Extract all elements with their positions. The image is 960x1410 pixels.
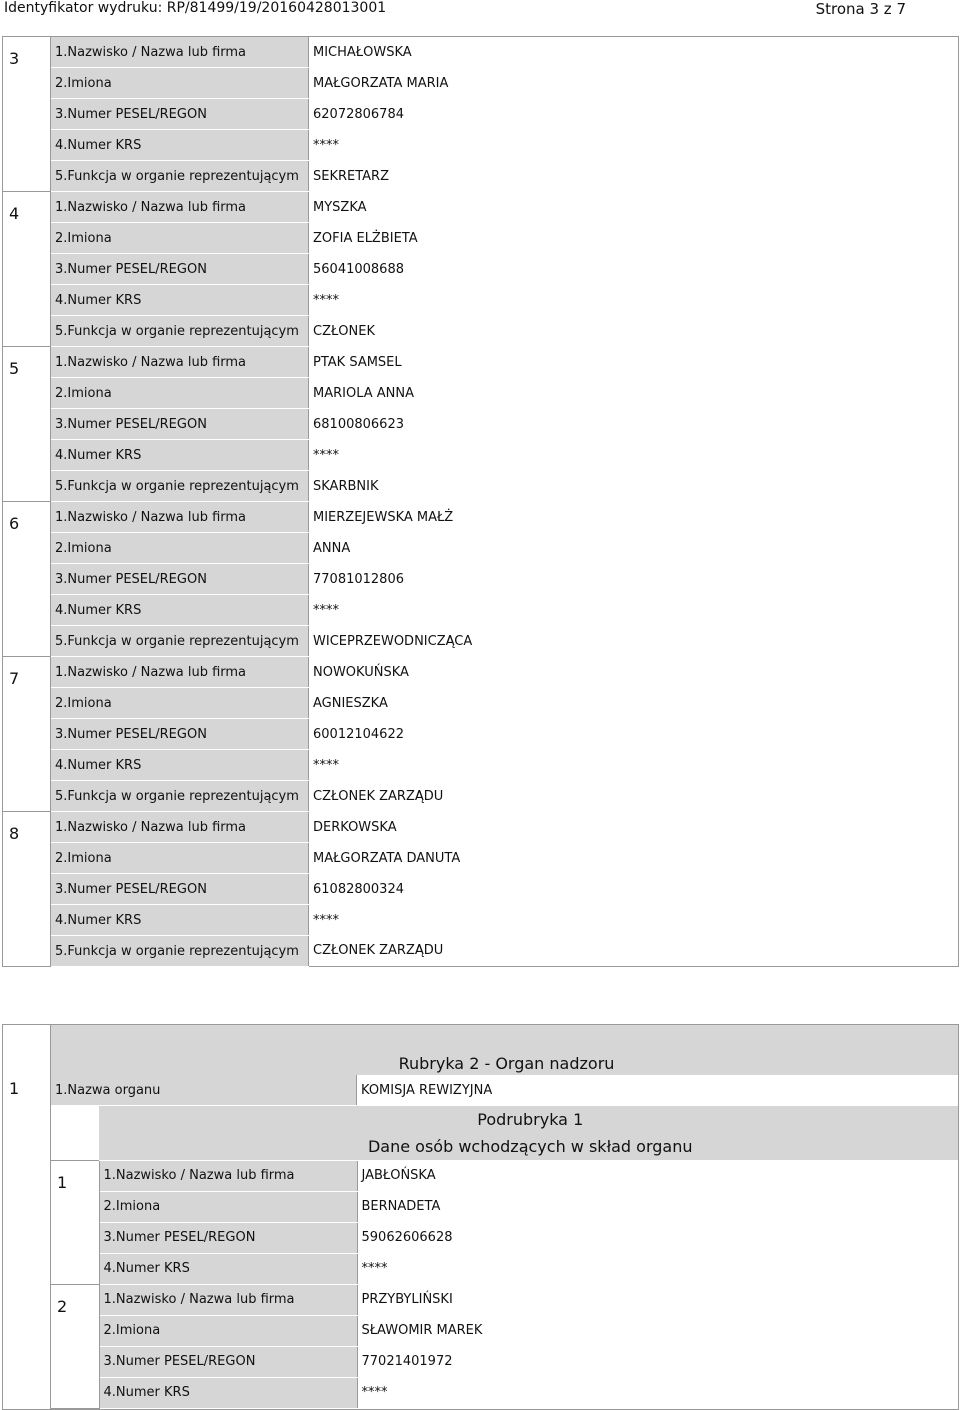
field-value-nazwisko-nazwa-lub-firma: MYSZKA [309,192,959,223]
field-label-funkcja-w-organie-reprezentuj-cym: 5.Funkcja w organie reprezentującym [51,781,309,812]
field-label-imiona: 2.Imiona [51,68,309,99]
member-field-row [3,750,959,781]
field-label-imiona: 2.Imiona [99,1315,357,1346]
member-field-row [3,781,959,812]
member-number: 5 [3,347,51,502]
person-number: 2 [51,1284,99,1408]
field-value-imiona: MARIOLA ANNA [309,378,959,409]
field-label-funkcja-w-organie-reprezentuj-cym: 5.Funkcja w organie reprezentującym [51,316,309,347]
member-field-row [3,68,959,99]
organ-label: 1.Nazwa organu [51,1075,357,1106]
section-row-number: 1 [3,1075,51,1409]
member-field-row [3,688,959,719]
member-field-row [3,874,959,905]
field-label-numer-krs: 4.Numer KRS [51,130,309,161]
field-label-numer-pesel-regon: 3.Numer PESEL/REGON [51,564,309,595]
member-field-row [3,192,959,223]
field-label-nazwisko-nazwa-lub-firma: 1.Nazwisko / Nazwa lub firma [51,37,309,68]
field-value-numer-krs: **** [309,285,959,316]
member-field-row [3,905,959,936]
field-value-nazwisko-nazwa-lub-firma: MICHAŁOWSKA [309,37,959,68]
member-field-row [3,564,959,595]
field-label-numer-pesel-regon: 3.Numer PESEL/REGON [99,1346,357,1377]
member-field-row [3,936,959,967]
field-label-numer-krs: 4.Numer KRS [99,1377,357,1408]
field-label-nazwisko-nazwa-lub-firma: 1.Nazwisko / Nazwa lub firma [51,657,309,688]
member-field-row [3,440,959,471]
section-title: Rubryka 2 - Organ nadzoru [51,1025,959,1076]
field-value-numer-krs: **** [309,130,959,161]
subsection-title-line1: Podrubryka 1 [477,1110,584,1129]
field-label-numer-pesel-regon: 3.Numer PESEL/REGON [99,1222,357,1253]
field-value-numer-pesel-regon: 59062606628 [357,1222,959,1253]
field-value-imiona: SŁAWOMIR MAREK [357,1315,959,1346]
member-field-row [3,161,959,192]
field-value-numer-pesel-regon: 62072806784 [309,99,959,130]
subsection-title-line2: Dane osób wchodzących w skład organu [367,1137,693,1156]
members-table [2,36,959,967]
field-label-numer-pesel-regon: 3.Numer PESEL/REGON [51,409,309,440]
person-field-row [51,1315,959,1346]
member-field-row [3,533,959,564]
member-field-row [3,37,959,68]
person-number: 1 [51,1161,99,1285]
field-label-imiona: 2.Imiona [51,688,309,719]
field-label-numer-krs: 4.Numer KRS [51,595,309,626]
field-label-numer-krs: 4.Numer KRS [51,440,309,471]
field-label-numer-krs: 4.Numer KRS [51,285,309,316]
member-field-row [3,223,959,254]
field-label-imiona: 2.Imiona [51,378,309,409]
member-field-row [3,657,959,688]
field-value-numer-krs: **** [309,440,959,471]
field-label-imiona: 2.Imiona [51,223,309,254]
field-value-nazwisko-nazwa-lub-firma: DERKOWSKA [309,812,959,843]
field-value-imiona: ANNA [309,533,959,564]
field-value-funkcja-w-organie-reprezentuj-cym: SEKRETARZ [309,161,959,192]
field-value-nazwisko-nazwa-lub-firma: NOWOKUŃSKA [309,657,959,688]
field-label-numer-pesel-regon: 3.Numer PESEL/REGON [51,874,309,905]
field-value-numer-pesel-regon: 56041008688 [309,254,959,285]
field-value-imiona: AGNIESZKA [309,688,959,719]
member-field-row [3,378,959,409]
member-field-row [3,812,959,843]
field-label-numer-pesel-regon: 3.Numer PESEL/REGON [51,254,309,285]
person-field-row [51,1346,959,1377]
member-field-row [3,316,959,347]
field-value-nazwisko-nazwa-lub-firma: MIERZEJEWSKA MAŁŻ [309,502,959,533]
member-number: 6 [3,502,51,657]
person-field-row [51,1284,959,1315]
field-label-nazwisko-nazwa-lub-firma: 1.Nazwisko / Nazwa lub firma [51,192,309,223]
persons-table [51,1161,959,1409]
field-label-nazwisko-nazwa-lub-firma: 1.Nazwisko / Nazwa lub firma [99,1161,357,1192]
member-field-row [3,254,959,285]
member-field-row [3,843,959,874]
field-value-nazwisko-nazwa-lub-firma: PRZYBYLIŃSKI [357,1284,959,1315]
member-number: 4 [3,192,51,347]
field-value-funkcja-w-organie-reprezentuj-cym: WICEPRZEWODNICZĄCA [309,626,959,657]
field-label-imiona: 2.Imiona [51,843,309,874]
field-value-funkcja-w-organie-reprezentuj-cym: CZŁONEK ZARZĄDU [309,781,959,812]
page-header [0,0,960,18]
field-value-funkcja-w-organie-reprezentuj-cym: SKARBNIK [309,471,959,502]
field-label-imiona: 2.Imiona [51,533,309,564]
field-value-numer-krs: **** [309,905,959,936]
field-value-numer-pesel-regon: 77021401972 [357,1346,959,1377]
subsection-title [99,1106,959,1161]
field-label-imiona: 2.Imiona [99,1191,357,1222]
member-field-row [3,409,959,440]
field-label-numer-krs: 4.Numer KRS [51,750,309,781]
person-field-row [51,1253,959,1284]
member-field-row [3,502,959,533]
field-label-funkcja-w-organie-reprezentuj-cym: 5.Funkcja w organie reprezentującym [51,626,309,657]
field-value-numer-krs: **** [309,595,959,626]
field-value-imiona: BERNADETA [357,1191,959,1222]
person-field-row [51,1191,959,1222]
field-label-numer-pesel-regon: 3.Numer PESEL/REGON [51,99,309,130]
field-value-numer-pesel-regon: 61082800324 [309,874,959,905]
field-label-funkcja-w-organie-reprezentuj-cym: 5.Funkcja w organie reprezentującym [51,161,309,192]
field-label-nazwisko-nazwa-lub-firma: 1.Nazwisko / Nazwa lub firma [51,502,309,533]
member-field-row [3,471,959,502]
field-value-funkcja-w-organie-reprezentuj-cym: CZŁONEK [309,316,959,347]
member-field-row [3,626,959,657]
organ-value: KOMISJA REWIZYJNA [357,1075,959,1106]
field-value-numer-krs: **** [357,1377,959,1408]
field-value-numer-pesel-regon: 68100806623 [309,409,959,440]
member-number: 7 [3,657,51,812]
supervisory-table [2,1024,959,1410]
member-field-row [3,130,959,161]
field-label-nazwisko-nazwa-lub-firma: 1.Nazwisko / Nazwa lub firma [99,1284,357,1315]
field-value-imiona: MAŁGORZATA MARIA [309,68,959,99]
member-field-row [3,285,959,316]
field-value-numer-pesel-regon: 77081012806 [309,564,959,595]
member-field-row [3,719,959,750]
field-value-numer-pesel-regon: 60012104622 [309,719,959,750]
field-value-nazwisko-nazwa-lub-firma: JABŁOŃSKA [357,1161,959,1192]
print-identifier: Identyfikator wydruku: RP/81499/19/20160428013001 [4,0,387,16]
person-field-row [51,1161,959,1192]
member-number: 3 [3,37,51,192]
person-field-row [51,1377,959,1408]
member-number: 8 [3,812,51,967]
field-label-numer-krs: 4.Numer KRS [99,1253,357,1284]
field-label-numer-pesel-regon: 3.Numer PESEL/REGON [51,719,309,750]
field-value-numer-krs: **** [309,750,959,781]
field-label-numer-krs: 4.Numer KRS [51,905,309,936]
person-field-row [51,1222,959,1253]
field-label-nazwisko-nazwa-lub-firma: 1.Nazwisko / Nazwa lub firma [51,347,309,378]
field-label-nazwisko-nazwa-lub-firma: 1.Nazwisko / Nazwa lub firma [51,812,309,843]
field-value-imiona: MAŁGORZATA DANUTA [309,843,959,874]
field-label-funkcja-w-organie-reprezentuj-cym: 5.Funkcja w organie reprezentującym [51,471,309,502]
field-value-numer-krs: **** [357,1253,959,1284]
field-value-funkcja-w-organie-reprezentuj-cym: CZŁONEK ZARZĄDU [309,936,959,967]
page-number: Strona 3 z 7 [815,0,906,18]
field-label-funkcja-w-organie-reprezentuj-cym: 5.Funkcja w organie reprezentującym [51,936,309,967]
member-field-row [3,99,959,130]
member-field-row [3,595,959,626]
field-value-imiona: ZOFIA ELŻBIETA [309,223,959,254]
member-field-row [3,347,959,378]
field-value-nazwisko-nazwa-lub-firma: PTAK SAMSEL [309,347,959,378]
